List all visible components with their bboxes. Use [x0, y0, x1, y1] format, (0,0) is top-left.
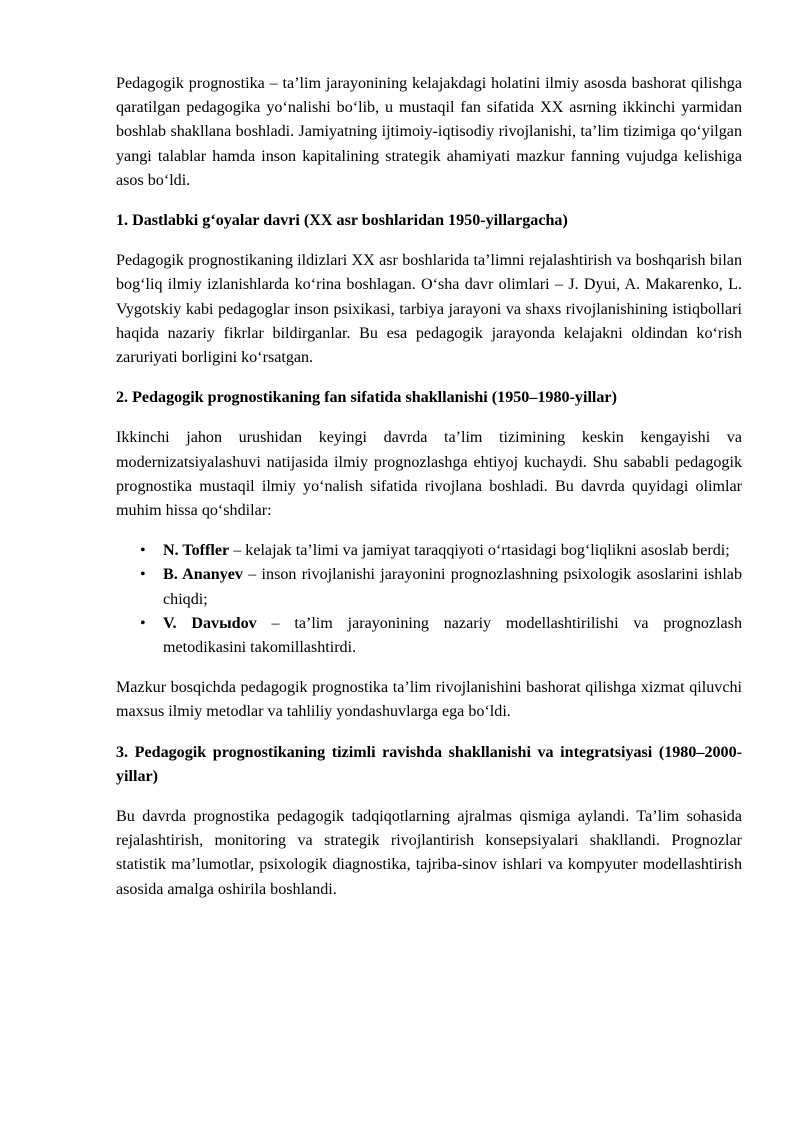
document-page — [116, 72, 742, 918]
section-3-paragraph: Bu davrda prognostika pedagogik tadqiqotlarning ajralmas qismiga aylandi. Ta’lim sohasida rejalashtirish, monitoring va strategik rivojlantirish konsepsiyalari shakllandi. Prognozlar statistik ma’lumotlar, psixologik diagnostika, tajriba-sinov ishlari va kompyuter modellashtirish asosida amalga oshirila boshlandi. — [116, 808, 742, 898]
bullet-icon: • — [140, 542, 146, 560]
scholar-contribution: – inson rivojlanishi jarayonini prognozlashning psixologik asoslarini ishlab chiqdi; — [163, 566, 742, 608]
list-item — [140, 612, 742, 660]
scholar-name: V. Davыdov — [163, 614, 257, 632]
section-2-paragraph: Ikkinchi jahon urushidan keyingi davrda ta’lim tizimining keskin kengayishi va modernizatsiyalashuvi natijasida ilmiy prognozlashga ehtiyoj kuchaydi. Shu sababli pedagogik prognostika mustaqil ilmiy yo‘nalish sifatida rivojlana boshladi. Bu davrda quyidagi olimlar muhim hissa qo‘shdilar: — [116, 429, 742, 520]
scholar-name: N. Toffler — [163, 542, 230, 560]
section-2-closing-paragraph: Mazkur bosqichda pedagogik prognostika ta’lim rivojlanishini bashorat qilishga xizmat qiluvchi maxsus ilmiy metodlar va tahliliy yondashuvlarga ega bo‘ldi. — [116, 679, 742, 721]
list-item — [140, 563, 742, 611]
list-item — [140, 539, 742, 563]
section-3-heading: 3. Pedagogik prognostikaning tizimli ravishda shakllanishi va integratsiyasi (1980–2000-yillar) — [116, 743, 742, 785]
intro-paragraph: Pedagogik prognostika – ta’lim jarayonining kelajakdagi holatini ilmiy asosda bashorat qilishga qaratilgan pedagogika yo‘nalishi bo‘lib, u mustaqil fan sifatida XX asrning ikkinchi yarmidan boshlab shakllana boshladi. Jamiyatning ijtimoiy-iqtisodiy rivojlanishi, ta’lim tizimiga qo‘yilgan yangi talablar hamda inson kapitalining strategik ahamiyati mazkur fanning vujudga kelishiga asos bo‘ldi. — [116, 75, 742, 189]
scholar-contribution: – ta’lim jarayonining nazariy modellashtirilishi va prognozlash metodikasini takomillashtirdi. — [163, 614, 742, 657]
section-2-heading: 2. Pedagogik prognostikaning fan sifatida shakllanishi (1950–1980-yillar) — [116, 389, 617, 407]
scholars-list — [116, 539, 742, 660]
bullet-icon: • — [140, 566, 146, 584]
section-1-paragraph: Pedagogik prognostikaning ildizlari XX asr boshlarida ta’limni rejalashtirish va boshqarish bilan bog‘liq ilmiy izlanishlarda ko‘rina boshlagan. O‘sha davr olimlari – J. Dyui, A. Makarenko, L. Vygotskiy kabi pedagoglar inson psixikasi, tarbiya jarayoni va shaxs rivojlanishining istiqbollari haqida nazariy fikrlar bildirganlar. Bu esa pedagogik jarayonda kelajakni oldindan ko‘rish zaruriyati borligini ko‘rsatgan. — [116, 252, 742, 367]
scholar-name: B. Ananyev — [163, 566, 243, 584]
scholar-contribution: – kelajak ta’limi va jamiyat taraqqiyoti o‘rtasidagi bog‘liqlikni asoslab berdi; — [229, 542, 730, 560]
section-1-heading: 1. Dastlabki g‘oyalar davri (XX asr boshlaridan 1950-yillargacha) — [116, 212, 568, 230]
bullet-icon: • — [140, 614, 146, 632]
